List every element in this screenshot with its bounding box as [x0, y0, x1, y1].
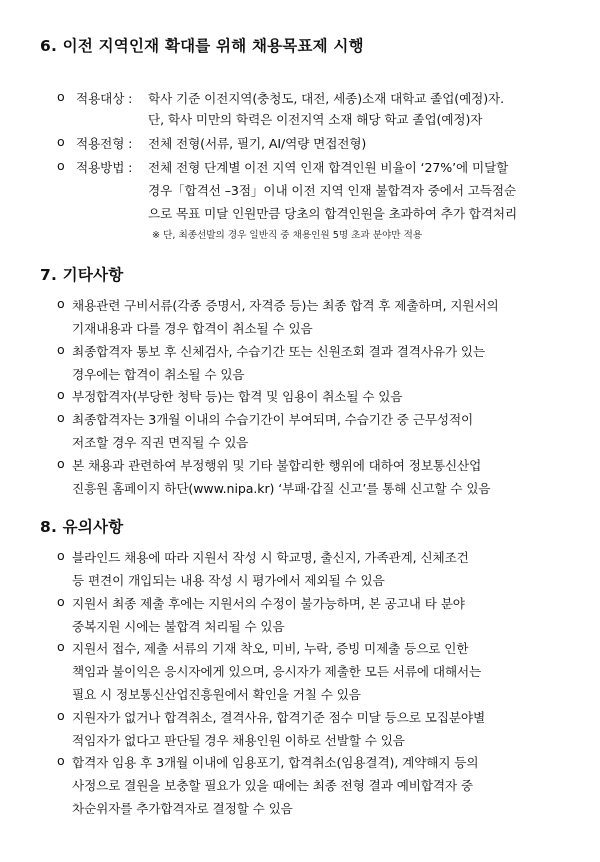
s6-item-1-label: 적용대상 :	[76, 91, 133, 106]
bullet: o	[57, 89, 65, 104]
s6-footnote: ※ 단, 최종선발의 경우 일반직 중 채용인원 5명 초과 분야만 적용	[152, 230, 423, 241]
bullet: o	[57, 548, 65, 563]
bullet: o	[57, 134, 65, 149]
s6-item-1-line-2: 단, 학사 미만의 학력은 이전지역 소재 해당 학교 졸업(예정)자	[148, 112, 483, 127]
bullet: o	[57, 594, 65, 609]
bullet: o	[57, 639, 65, 654]
bullet: o	[57, 753, 65, 768]
s8-item-5-line-1: 합격자 임용 후 3개월 이내에 임용포기, 합격취소(임용결격), 계약해지 등의	[72, 755, 479, 770]
s7-item-5-line-1: 본 채용과 관련하여 부정행위 및 기타 불합리한 행위에 대하여 정보통신산업	[72, 458, 482, 473]
s6-item-3-label: 적용방법 :	[76, 160, 133, 175]
s7-item-1-line-2: 기재내용과 다를 경우 합격이 취소될 수 있음	[72, 321, 313, 336]
s6-item-2-line-1: 전체 전형(서류, 필기, AI/역량 면접전형)	[148, 136, 367, 151]
s7-item-4-line-1: 최종합격자는 3개월 이내의 수습기간이 부여되며, 수습기간 중 근무성적이	[72, 412, 474, 427]
s8-item-3-line-1: 지원서 접수, 제출 서류의 기재 착오, 미비, 누락, 증빙 미제출 등으로 인한	[72, 641, 469, 656]
s6-item-3-line-1: 전체 전형 단계별 이전 지역 인재 합격인원 비율이 ‘27%’에 미달할	[148, 160, 509, 175]
s8-item-4-line-1: 지원자가 없거나 합격취소, 결격사유, 합격기준 점수 미달 등으로 모집분야별	[72, 710, 486, 725]
s8-item-3-line-2: 책임과 불이익은 응시자에게 있으며, 응시자가 제출한 모든 서류에 대해서는	[72, 664, 482, 679]
s6-item-3-line-2: 경우「합격선 –3점」이내 이전 지역 인재 불합격자 중에서 고득점순	[148, 183, 517, 198]
s8-item-5-line-2: 사정으로 결원을 보충할 필요가 있을 때에는 최종 전형 결과 예비합격자 중	[72, 778, 473, 793]
section-8-heading: 8. 유의사항	[40, 518, 124, 536]
s8-item-4-line-2: 적임자가 없다고 판단될 경우 채용인원 이하로 선발할 수 있음	[72, 733, 405, 748]
bullet: o	[57, 708, 65, 723]
bullet: o	[57, 410, 65, 425]
s8-item-2-line-1: 지원서 최종 제출 후에는 지원서의 수정이 불가능하며, 본 공고내 타 분야	[72, 596, 465, 611]
section-7-heading: 7. 기타사항	[40, 266, 124, 284]
s7-item-2-line-2: 경우에는 합격이 취소될 수 있음	[72, 367, 245, 382]
s7-item-5-line-2: 진흥원 홈페이지 하단(www.nipa.kr) ‘부패·갑질 신고’를 통해 신고할 수 있음	[72, 481, 491, 496]
bullet: o	[57, 342, 65, 357]
s8-item-1-line-2: 등 편견이 개입되는 내용 작성 시 평가에서 제외될 수 있음	[72, 573, 385, 588]
s8-item-3-line-3: 필요 시 정보통신산업진흥원에서 확인을 거칠 수 있음	[72, 687, 361, 702]
bullet: o	[57, 296, 65, 311]
bullet: o	[57, 456, 65, 471]
s6-item-1-line-1: 학사 기준 이전지역(충청도, 대전, 세종)소재 대학교 졸업(예정)자.	[148, 91, 505, 106]
s8-item-2-line-2: 중복지원 시에는 불합격 처리될 수 있음	[72, 619, 285, 634]
s6-item-2-label: 적용전형 :	[76, 136, 133, 151]
s6-item-3-line-3: 으로 목표 미달 인원만큼 당초의 합격인원을 초과하여 추가 합격처리	[148, 206, 518, 221]
section-6-heading: 6. 이전 지역인재 확대를 위해 채용목표제 시행	[40, 37, 364, 55]
s7-item-4-line-2: 저조할 경우 직권 면직될 수 있음	[72, 435, 249, 450]
s7-item-1-line-1: 채용관련 구비서류(각종 증명서, 자격증 등)는 최종 합격 후 제출하며, 지원서의	[72, 298, 499, 313]
bullet: o	[57, 387, 65, 402]
s8-item-1-line-1: 블라인드 채용에 따라 지원서 작성 시 학교명, 출신지, 가족관계, 신체조건	[72, 550, 469, 565]
s8-item-5-line-3: 차순위자를 추가합격자로 결정할 수 있음	[72, 801, 293, 816]
bullet: o	[57, 158, 65, 173]
s7-item-2-line-1: 최종합격자 통보 후 신체검사, 수습기간 또는 신원조회 결과 결격사유가 있는	[72, 344, 486, 359]
s7-item-3-line-1: 부정합격자(부당한 청탁 등)는 합격 및 임용이 취소될 수 있음	[72, 389, 403, 404]
